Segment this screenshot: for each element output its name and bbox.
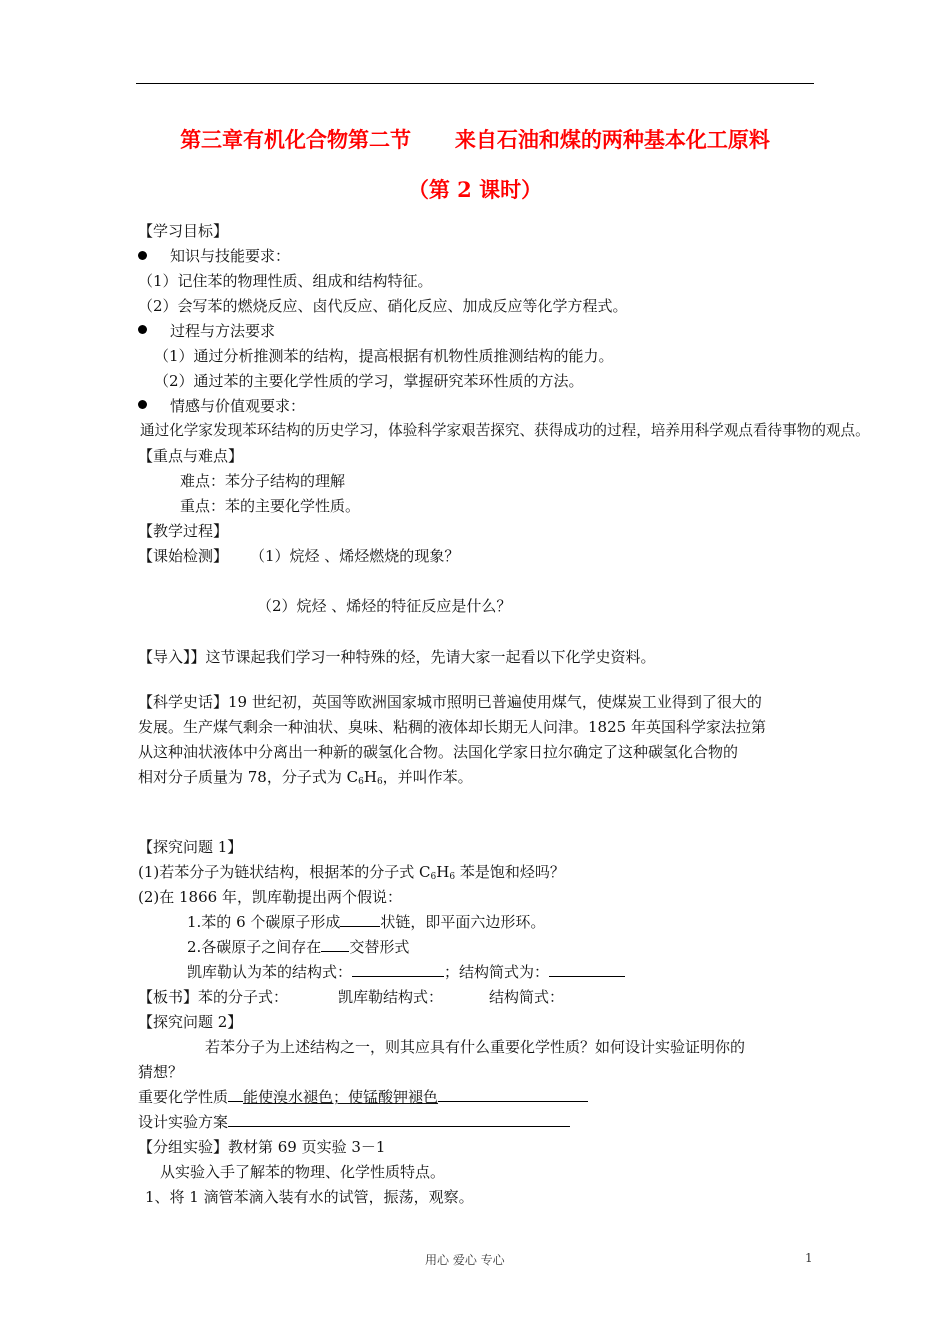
inquiry-2-question-line-1: 若苯分子为上述结构之一，则其应具有什么重要化学性质？如何设计实验证明你的 [205, 1038, 746, 1056]
experiment-step-1: 1、将 1 滴管苯滴入装有水的试管，振荡，观察。 [145, 1188, 474, 1206]
property-answer: 能使溴水褪色；使锰酸钾褪色 [243, 1088, 439, 1106]
history-line-4: 相对分子质量为 78，分子式为 $C_6H_6$，并叫作苯。 [138, 768, 473, 787]
board-label: 【板书】苯的分子式： [138, 988, 289, 1006]
check-label: 【课始检测】 [138, 547, 229, 565]
key-point: 重点：苯的主要化学性质。 [180, 497, 361, 515]
fill-blank[interactable] [549, 976, 625, 977]
lesson-number: （第 2 课时） [407, 177, 543, 202]
goals-heading: 【学习目标】 [138, 222, 229, 240]
knowledge-item-1: （1）记住苯的物理性质、组成和结构特征。 [138, 272, 433, 290]
fill-blank[interactable] [438, 1101, 588, 1102]
bullet-icon [138, 400, 147, 409]
board-simple: 结构简式： [489, 988, 565, 1006]
knowledge-title: 知识与技能要求： [170, 247, 291, 265]
page-number: 1 [805, 1251, 813, 1265]
process-title: 过程与方法要求 [170, 322, 276, 340]
inquiry-2-question-line-2: 猜想？ [138, 1063, 184, 1081]
difficulty-point: 难点：苯分子结构的理解 [180, 472, 346, 490]
document-title: 第三章有机化合物第二节 来自石油和煤的两种基本化工原料 [180, 127, 770, 152]
fill-blank[interactable] [340, 926, 380, 927]
process-item-2: （2）通过苯的主要化学性质的学习，掌握研究苯环性质的方法。 [154, 372, 584, 390]
kekule-line: 凯库勒认为苯的结构式： ；结构简式为： [187, 962, 625, 982]
experiment-heading: 【分组实验】教材第 69 页实验 3－1 [138, 1138, 386, 1156]
emotion-title: 情感与价值观要求： [170, 397, 306, 415]
history-line-2: 发展。生产煤气剩余一种油状、臭味、粘稠的液体却长期无人问津。1825 年英国科学家法拉第 [138, 718, 766, 736]
emotion-text: 通过化学家发现苯环结构的历史学习，体验科学家艰苦探究、获得成功的过程，培养用科学观点看待事物的观点。 [140, 422, 870, 439]
inquiry-1-question-1: (1)若苯分子为链状结构，根据苯的分子式 $C_6H_6$ 苯是饱和烃吗？ [138, 863, 565, 882]
header-rule [136, 83, 814, 84]
footer-motto: 用心 爱心 专心 [425, 1253, 505, 1267]
hypothesis-1: 1.苯的 6 个碳原子形成 状链，即平面六边形环。 [187, 913, 546, 931]
fill-blank[interactable] [228, 1126, 570, 1127]
bullet-icon [138, 325, 147, 334]
check-question-1: （1）烷烃 、烯烃燃烧的现象？ [250, 547, 460, 565]
bullet-icon [138, 251, 147, 260]
inquiry-2-heading: 【探究问题 2】 [138, 1013, 243, 1031]
board-kekule: 凯库勒结构式： [338, 988, 444, 1006]
inquiry-1-question-2: (2)在 1866 年，凯库勒提出两个假说： [138, 888, 402, 906]
process-heading: 【教学过程】 [138, 522, 229, 540]
process-item-1: （1）通过分析推测苯的结构，提高根据有机物性质推测结构的能力。 [154, 347, 614, 365]
focus-heading: 【重点与难点】 [138, 447, 244, 465]
check-question-2: （2）烷烃 、烯烃的特征反应是什么？ [257, 597, 512, 615]
design-line: 设计实验方案 [138, 1112, 570, 1132]
history-line-1: 【科学史话】19 世纪初，英国等欧洲国家城市照明已普遍使用煤气，使煤炭工业得到了很大的 [138, 693, 762, 711]
history-line-3: 从这种油状液体中分离出一种新的碳氢化合物。法国化学家日拉尔确定了这种碳氢化合物的 [138, 743, 739, 761]
fill-blank[interactable] [352, 976, 444, 977]
inquiry-1-heading: 【探究问题 1】 [138, 838, 243, 856]
fill-blank[interactable] [321, 951, 349, 952]
experiment-intro: 从实验入手了解苯的物理、化学性质特点。 [160, 1163, 446, 1181]
intro-text: 【导入】】这节课起我们学习一种特殊的烃，先请大家一起看以下化学史资料。 [138, 648, 656, 666]
knowledge-item-2: （2）会写苯的燃烧反应、卤代反应、硝化反应、加成反应等化学方程式。 [138, 297, 628, 315]
property-line: 重要化学性质 能使溴水褪色；使锰酸钾褪色 [138, 1087, 588, 1107]
hypothesis-2: 2.各碳原子之间存在 交替形式 [187, 938, 410, 956]
